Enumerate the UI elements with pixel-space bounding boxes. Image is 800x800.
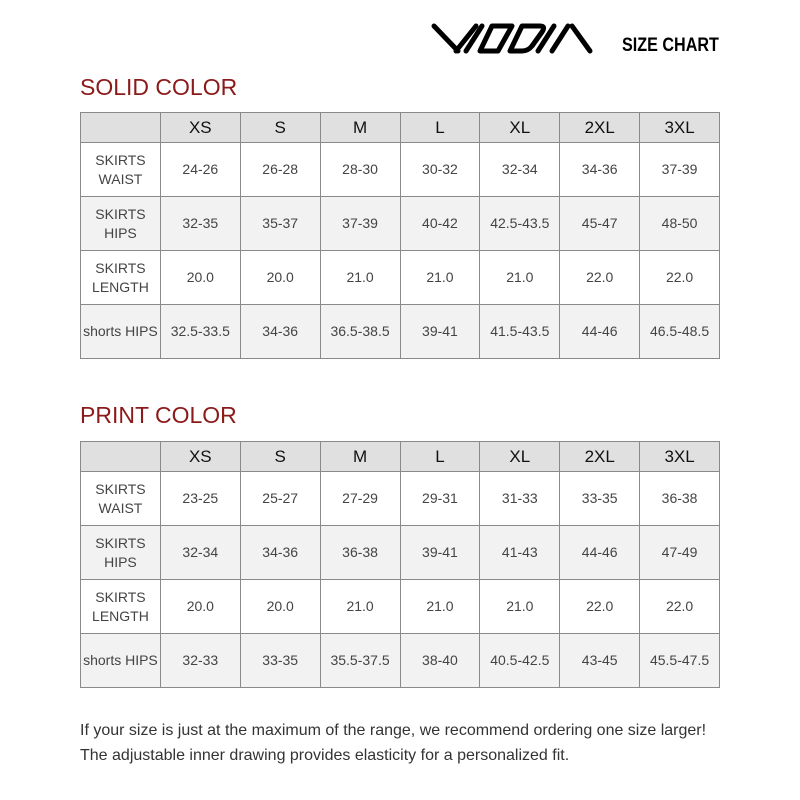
size-header-3xl: 3XL bbox=[640, 113, 720, 143]
size-header-s: S bbox=[240, 442, 320, 472]
measurement-cell: 35-37 bbox=[240, 197, 320, 251]
row-label-line: LENGTH bbox=[92, 607, 149, 624]
measurement-cell: 22.0 bbox=[640, 251, 720, 305]
row-label-line: SKIRTS bbox=[95, 151, 146, 168]
measurement-cell: 22.0 bbox=[560, 251, 640, 305]
row-label bbox=[81, 526, 161, 580]
corner-cell bbox=[81, 113, 161, 143]
measurement-cell: 43-45 bbox=[560, 634, 640, 688]
row-label bbox=[81, 251, 161, 305]
measurement-cell: 21.0 bbox=[480, 251, 560, 305]
row-label bbox=[81, 634, 161, 688]
measurement-cell: 27-29 bbox=[320, 472, 400, 526]
measurement-cell: 25-27 bbox=[240, 472, 320, 526]
fit-note: The adjustable inner drawing provides elasticity for a personalized fit. bbox=[80, 747, 570, 764]
size-header-2xl: 2XL bbox=[560, 113, 640, 143]
measurement-cell: 34-36 bbox=[240, 305, 320, 359]
measurement-cell: 30-32 bbox=[400, 143, 480, 197]
measurement-cell: 21.0 bbox=[320, 251, 400, 305]
measurement-cell: 34-36 bbox=[240, 526, 320, 580]
measurement-cell: 37-39 bbox=[640, 143, 720, 197]
header-row bbox=[81, 113, 720, 143]
measurement-cell: 22.0 bbox=[560, 580, 640, 634]
solid-color-title: SOLID COLOR bbox=[80, 74, 238, 100]
measurement-cell: 32-34 bbox=[160, 526, 240, 580]
measurement-cell: 48-50 bbox=[640, 197, 720, 251]
measurement-cell: 31-33 bbox=[480, 472, 560, 526]
row-label bbox=[81, 143, 161, 197]
measurement-cell: 32-34 bbox=[480, 143, 560, 197]
row-label-line: SKIRTS bbox=[95, 534, 146, 551]
measurement-cell: 45.5-47.5 bbox=[640, 634, 720, 688]
measurement-cell: 42.5-43.5 bbox=[480, 197, 560, 251]
row-label-line: SKIRTS bbox=[95, 259, 146, 276]
measurement-cell: 21.0 bbox=[320, 580, 400, 634]
measurement-cell: 36.5-38.5 bbox=[320, 305, 400, 359]
print-color-title: PRINT COLOR bbox=[80, 402, 237, 428]
measurement-cell: 34-36 bbox=[560, 143, 640, 197]
row-label-line: shorts HIPS bbox=[83, 323, 158, 339]
measurement-cell: 33-35 bbox=[240, 634, 320, 688]
measurement-cell: 32-33 bbox=[160, 634, 240, 688]
table-row bbox=[81, 472, 720, 526]
measurement-cell: 37-39 bbox=[320, 197, 400, 251]
row-label bbox=[81, 305, 161, 359]
size-header-l: L bbox=[400, 113, 480, 143]
size-header-l: L bbox=[400, 442, 480, 472]
size-header-xl: XL bbox=[480, 113, 560, 143]
size-header-xs: XS bbox=[160, 442, 240, 472]
measurement-cell: 35.5-37.5 bbox=[320, 634, 400, 688]
measurement-cell: 22.0 bbox=[640, 580, 720, 634]
measurement-cell: 39-41 bbox=[400, 526, 480, 580]
row-label-line: LENGTH bbox=[92, 278, 149, 295]
size-header-s: S bbox=[240, 113, 320, 143]
size-header-m: M bbox=[320, 113, 400, 143]
measurement-cell: 28-30 bbox=[320, 143, 400, 197]
measurement-cell: 26-28 bbox=[240, 143, 320, 197]
measurement-cell: 29-31 bbox=[400, 472, 480, 526]
table-row bbox=[81, 580, 720, 634]
row-label bbox=[81, 197, 161, 251]
measurement-cell: 46.5-48.5 bbox=[640, 305, 720, 359]
table-row bbox=[81, 526, 720, 580]
measurement-cell: 36-38 bbox=[320, 526, 400, 580]
table-row bbox=[81, 197, 720, 251]
row-label-line: HIPS bbox=[104, 224, 137, 241]
corner-cell bbox=[81, 442, 161, 472]
measurement-cell: 47-49 bbox=[640, 526, 720, 580]
measurement-cell: 45-47 bbox=[560, 197, 640, 251]
measurement-cell: 20.0 bbox=[240, 580, 320, 634]
row-label-line: WAIST bbox=[98, 170, 143, 187]
measurement-cell: 32.5-33.5 bbox=[160, 305, 240, 359]
row-label-line: HIPS bbox=[104, 553, 137, 570]
measurement-cell: 41.5-43.5 bbox=[480, 305, 560, 359]
row-label-line: SKIRTS bbox=[95, 588, 146, 605]
size-header-m: M bbox=[320, 442, 400, 472]
measurement-cell: 33-35 bbox=[560, 472, 640, 526]
table-row bbox=[81, 634, 720, 688]
measurement-cell: 32-35 bbox=[160, 197, 240, 251]
measurement-cell: 41-43 bbox=[480, 526, 560, 580]
row-label bbox=[81, 472, 161, 526]
row-label-line: shorts HIPS bbox=[83, 652, 158, 668]
measurement-cell: 24-26 bbox=[160, 143, 240, 197]
size-header-3xl: 3XL bbox=[640, 442, 720, 472]
measurement-cell: 40-42 bbox=[400, 197, 480, 251]
table-row bbox=[81, 251, 720, 305]
size-header-xl: XL bbox=[480, 442, 560, 472]
measurement-cell: 20.0 bbox=[160, 580, 240, 634]
size-header-xs: XS bbox=[160, 113, 240, 143]
row-label bbox=[81, 580, 161, 634]
print-color-size-table bbox=[80, 441, 720, 688]
measurement-cell: 21.0 bbox=[400, 580, 480, 634]
row-label-line: SKIRTS bbox=[95, 205, 146, 222]
brand-logo bbox=[430, 20, 610, 56]
measurement-cell: 38-40 bbox=[400, 634, 480, 688]
row-label-line: WAIST bbox=[98, 499, 143, 516]
measurement-cell: 36-38 bbox=[640, 472, 720, 526]
table-row bbox=[81, 305, 720, 359]
size-header-2xl: 2XL bbox=[560, 442, 640, 472]
table-row bbox=[81, 143, 720, 197]
measurement-cell: 39-41 bbox=[400, 305, 480, 359]
measurement-cell: 20.0 bbox=[240, 251, 320, 305]
measurement-cell: 40.5-42.5 bbox=[480, 634, 560, 688]
measurement-cell: 44-46 bbox=[560, 526, 640, 580]
row-label-line: SKIRTS bbox=[95, 480, 146, 497]
size-note: If your size is just at the maximum of the range, we recommend ordering one size larger! bbox=[80, 722, 707, 739]
measurement-cell: 20.0 bbox=[160, 251, 240, 305]
measurement-cell: 21.0 bbox=[480, 580, 560, 634]
solid-color-size-table bbox=[80, 112, 720, 359]
size-chart-title: SIZE CHART bbox=[622, 35, 719, 56]
measurement-cell: 23-25 bbox=[160, 472, 240, 526]
header-row bbox=[81, 442, 720, 472]
measurement-cell: 44-46 bbox=[560, 305, 640, 359]
measurement-cell: 21.0 bbox=[400, 251, 480, 305]
